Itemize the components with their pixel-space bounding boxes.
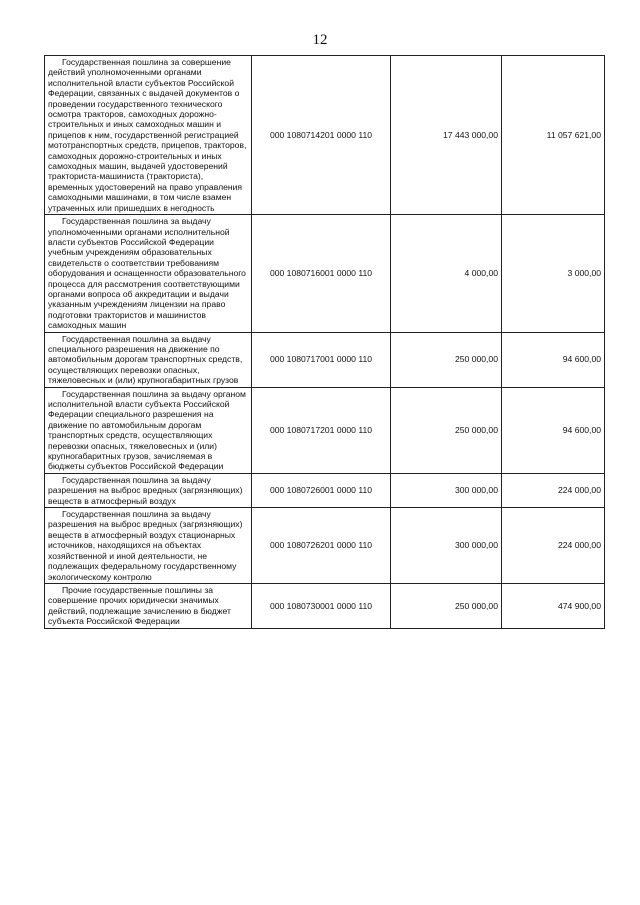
budget-table (44, 55, 605, 629)
row-code: 000 1080730001 0000 110 (252, 583, 391, 628)
row-name: Государственная пошлина за выдачу уполномоченными органами исполнительной власти субъектов Российской Федерации учебным учреждениям образовательных свидетельств о соответствии требованиям оборудования и оснащенности образовательного процесса для рассмотрения соответствующими органами вопроса об аккредитации и выдачи указанным учреждениям лицензии на право подготовки трактористов и машинистов самоходных машин (45, 215, 252, 332)
table-row (45, 332, 605, 387)
row-name: Государственная пошлина за совершение действий уполномоченными органами исполнительной власти субъектов Российской Федерации, связанных с выдачей документов о проведении государственного технического осмотра тракторов, самоходных дорожно-строительных и иных самоходных машин и прицепов к ним, государственной регистрацией мототранспортных средств, прицепов, тракторов, самоходных дорожно-строительных и иных самоходных машин, выдачей удостоверений тракториста-машиниста (тракториста), временных удостоверений на право управления самоходными машинами, в том числе взамен утраченных или пришедших в негодность (45, 56, 252, 215)
row-name: Прочие государственные пошлины за совершение прочих юридически значимых действий, подлежащие зачислению в бюджет субъекта Российской Федерации (45, 583, 252, 628)
table-row (45, 215, 605, 332)
row-code: 000 1080726201 0000 110 (252, 508, 391, 584)
row-name: Государственная пошлина за выдачу органом исполнительной власти субъекта Российской Федерации специального разрешения на движение по автомобильным дорогам транспортных средств, осуществляющих перевозки опасных, тяжеловесных и (или) крупногабаритных грузов, зачисляемая в бюджеты субъектов Российской Федерации (45, 387, 252, 473)
row-code: 000 1080717001 0000 110 (252, 332, 391, 387)
row-code: 000 1080717201 0000 110 (252, 387, 391, 473)
row-value-fact: 3 000,00 (502, 215, 605, 332)
table-row (45, 583, 605, 628)
row-name: Государственная пошлина за выдачу разрешения на выброс вредных (загрязняющих) веществ в атмосферный воздух стационарных источников, находящихся на объектах хозяйственной и иной деятельности, не подлежащих федеральному государственному экологическому контролю (45, 508, 252, 584)
row-value-plan: 250 000,00 (391, 332, 502, 387)
row-code: 000 1080714201 0000 110 (252, 56, 391, 215)
row-code: 000 1080716001 0000 110 (252, 215, 391, 332)
row-value-plan: 250 000,00 (391, 387, 502, 473)
page-number: 12 (312, 32, 328, 48)
row-name: Государственная пошлина за выдачу специального разрешения на движение по автомобильным дорогам транспортных средств, осуществляющих перевозки опасных, тяжеловесных и (или) крупногабаритных грузов (45, 332, 252, 387)
row-value-plan: 300 000,00 (391, 508, 502, 584)
row-value-fact: 224 000,00 (502, 508, 605, 584)
row-value-plan: 250 000,00 (391, 583, 502, 628)
table-row (45, 387, 605, 473)
row-value-fact: 94 600,00 (502, 387, 605, 473)
row-value-fact: 474 900,00 (502, 583, 605, 628)
row-value-fact: 11 057 621,00 (502, 56, 605, 215)
row-name: Государственная пошлина за выдачу разрешения на выброс вредных (загрязняющих) веществ в атмосферный воздух (45, 473, 252, 507)
table-row (45, 508, 605, 584)
row-code: 000 1080726001 0000 110 (252, 473, 391, 507)
table-row (45, 473, 605, 507)
row-value-plan: 4 000,00 (391, 215, 502, 332)
row-value-plan: 300 000,00 (391, 473, 502, 507)
row-value-plan: 17 443 000,00 (391, 56, 502, 215)
row-value-fact: 94 600,00 (502, 332, 605, 387)
table-row (45, 56, 605, 215)
row-value-fact: 224 000,00 (502, 473, 605, 507)
